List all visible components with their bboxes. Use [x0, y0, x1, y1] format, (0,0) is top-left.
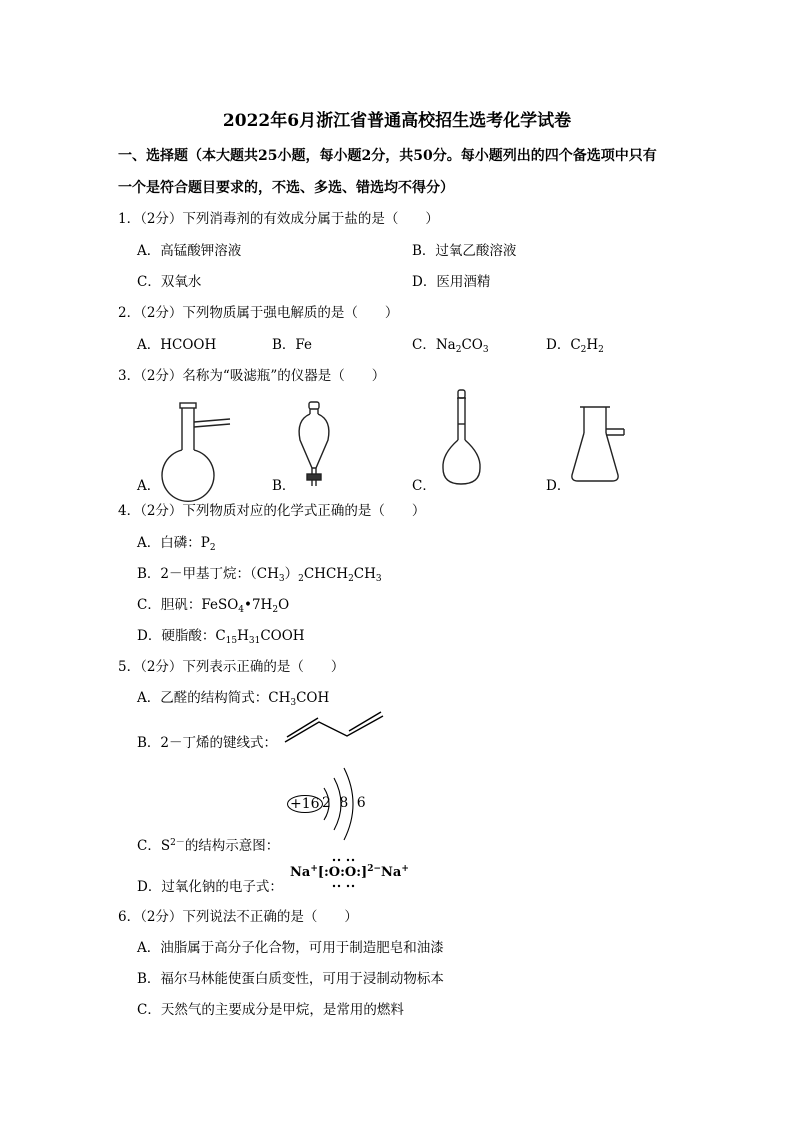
q1-option-c: C．双氧水 [137, 274, 202, 290]
q3-option-d: D． [546, 478, 571, 494]
atom-electron-shells: 2 8 6 [322, 795, 368, 811]
q4-option-c: C．胆矾：$FeSO_4•7H_2O$ [137, 597, 290, 615]
separatory-funnel-icon [290, 400, 340, 492]
q4-option-b: B．2－甲基丁烷：$(CH_3)_2CHCH_2CH_3$ [137, 566, 382, 584]
section-heading-line1: 一、选择题（本大题共25小题，每小题2分，共50分。每小题列出的四个备选项中只有 [118, 148, 657, 164]
q1-option-b: B．过氧乙酸溶液 [412, 243, 517, 259]
q2-option-c: C．$Na_2CO_3$ [412, 337, 489, 355]
q5-option-b: B．2－丁烯的键线式： [137, 735, 278, 751]
section-heading-line2: 一个是符合题目要求的，不选、多选、错选均不得分） [118, 180, 454, 196]
q4-option-d: D．硬脂酸：$C_{15}H_{31}COOH$ [137, 628, 305, 646]
q4-option-a: A．白磷：$P_2$ [137, 535, 216, 553]
q1-stem: 1．（2分）下列消毒剂的有效成分属于盐的是（ ） [118, 211, 439, 227]
q6-option-c: C．天然气的主要成分是甲烷，是常用的燃料 [137, 1002, 404, 1018]
electron-dots-icon [330, 857, 360, 891]
page-title: 2022年6月浙江省普通高校招生选考化学试卷 [222, 111, 572, 131]
q6-option-a: A．油脂属于高分子化合物，可用于制造肥皂和油漆 [137, 940, 444, 956]
q2-option-b: B．Fe [272, 337, 313, 353]
q6-stem: 6．（2分）下列说法不正确的是（ ） [118, 909, 358, 925]
q3-option-a: A． [137, 478, 161, 494]
q4-stem: 4．（2分）下列物质对应的化学式正确的是（ ） [118, 503, 426, 519]
q5-option-a: A．乙醛的结构简式：$CH_3COH$ [137, 690, 330, 708]
butene-skeletal-formula-icon [283, 714, 388, 746]
atom-nucleus-charge: +16 [287, 795, 323, 813]
q3-option-b: B． [272, 478, 296, 494]
round-bottom-flask-with-side-arm-icon [160, 400, 235, 490]
suction-flask-icon [568, 403, 638, 489]
electron-shell-arcs-icon [310, 760, 360, 850]
q3-option-c: C． [412, 478, 436, 494]
q5-option-c: C．$S^{2-}$的结构示意图： [137, 838, 280, 854]
q3-stem: 3．（2分）名称为“吸滤瓶”的仪器是（ ） [118, 368, 386, 384]
q2-option-d: D．$C_2H_2$ [546, 337, 604, 355]
sodium-peroxide-electron-formula: Na+[:O:O:]$^{2-}$Na+ [290, 864, 409, 880]
q5-stem: 5．（2分）下列表示正确的是（ ） [118, 659, 345, 675]
q2-option-a: A．HCOOH [137, 337, 217, 353]
q5-option-d: D．过氧化钠的电子式： [137, 879, 283, 895]
q6-option-b: B．福尔马林能使蛋白质变性，可用于浸制动物标本 [137, 971, 444, 987]
q1-option-d: D．医用酒精 [412, 274, 491, 290]
volumetric-flask-icon [438, 388, 508, 490]
q2-stem: 2．（2分）下列物质属于强电解质的是（ ） [118, 305, 399, 321]
q1-option-a: A．高锰酸钾溶液 [137, 243, 242, 259]
